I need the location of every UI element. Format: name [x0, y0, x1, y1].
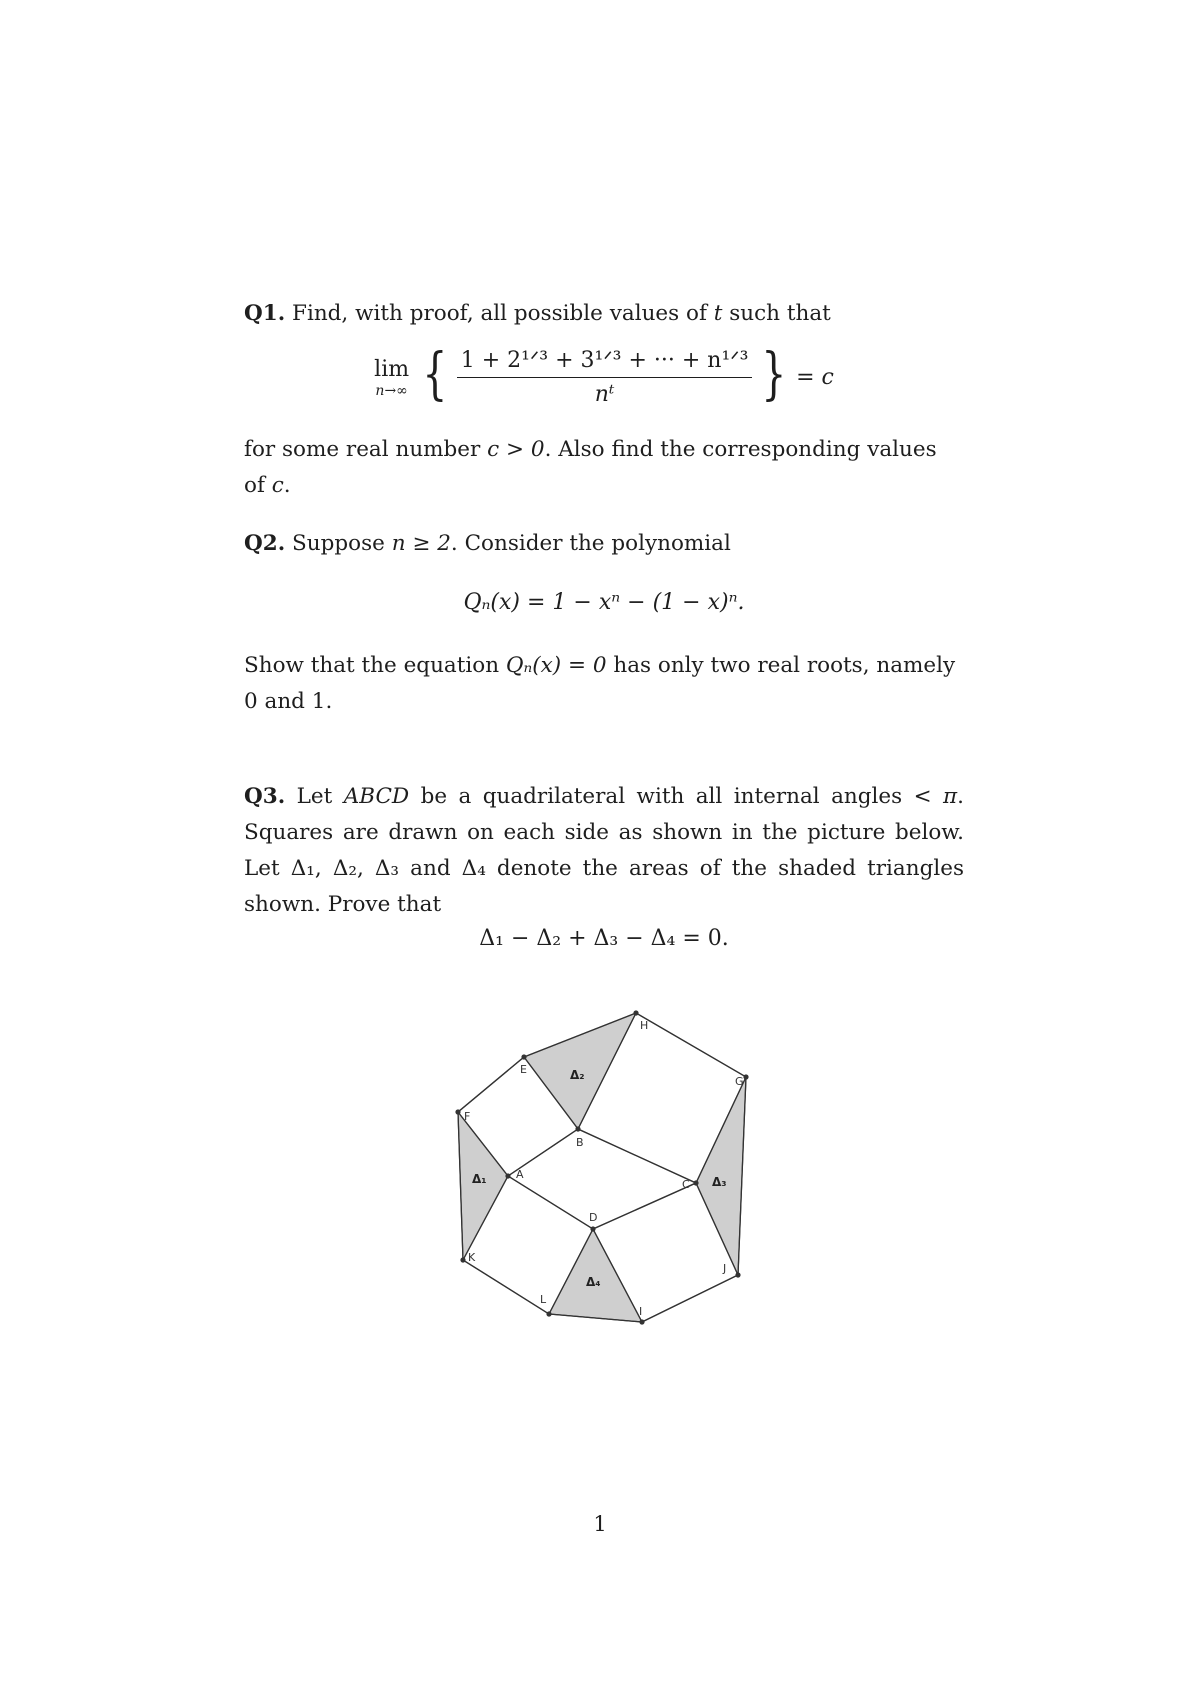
- q3-text-a: Let: [296, 784, 333, 809]
- triangle-d1: [458, 1112, 508, 1260]
- label-delta-3: Δ₃: [712, 1175, 727, 1189]
- point-f-dot: [455, 1109, 460, 1114]
- q3-display-formula: Δ₁ − Δ₂ + Δ₃ − Δ₄ = 0.: [479, 926, 729, 951]
- point-l-dot: [546, 1311, 551, 1316]
- point-j-dot: [735, 1272, 740, 1277]
- fraction-denominator: nᵗ: [594, 382, 615, 407]
- point-a-dot: [505, 1173, 510, 1178]
- page-number: 1: [593, 1512, 607, 1536]
- q2-intro: [244, 526, 964, 562]
- q2-text-b: . Consider the polynomial: [450, 531, 731, 556]
- q1-intro-b: such that: [729, 301, 831, 326]
- point-d-dot: [590, 1226, 595, 1231]
- point-i-dot: [639, 1319, 644, 1324]
- point-e-dot: [521, 1054, 526, 1059]
- label-delta-4: Δ₄: [586, 1275, 601, 1289]
- q1-intro-a: Find, with proof, all possible values of: [292, 301, 707, 326]
- point-h-dot: [633, 1010, 638, 1015]
- label-d: D: [589, 1211, 598, 1224]
- q3-ineq: < π: [913, 784, 958, 809]
- point-c-dot: [693, 1180, 698, 1185]
- fraction-numerator: 1 + 2¹ᐟ³ + 3¹ᐟ³ + ··· + n¹ᐟ³: [457, 348, 753, 378]
- q2-eq: Qₙ(x) = 0: [505, 653, 607, 678]
- q2-text-c: Show that the equation: [244, 653, 500, 678]
- q3-text-c: . Squares are drawn on each side as shown in the picture below. Let Δ₁, Δ₂, Δ₃ and Δ₄ denote the areas of the shaded triangles shown. Prove that: [244, 784, 964, 917]
- q1-outro: [244, 432, 964, 504]
- quad-abcd: [508, 1129, 696, 1229]
- q3-body: [244, 779, 964, 923]
- q2-display-formula: Qₙ(x) = 1 − xⁿ − (1 − x)ⁿ.: [463, 590, 745, 615]
- q3-label: Q3.: [244, 784, 286, 809]
- point-g-dot: [743, 1074, 748, 1079]
- q2-body: [244, 648, 964, 720]
- q1-outro-b: . Also find the corresponding values of: [244, 437, 937, 498]
- q1-outro-a: for some real number: [244, 437, 481, 462]
- label-delta-2: Δ₂: [570, 1068, 585, 1082]
- limit-rhs: = c: [796, 365, 834, 390]
- limit-fraction: [457, 348, 753, 407]
- q1-outro-end: .: [283, 473, 291, 498]
- point-b-dot: [575, 1126, 580, 1131]
- label-e: E: [520, 1063, 527, 1076]
- q1-var-t: t: [713, 301, 723, 326]
- q1-var-c: c: [271, 473, 284, 498]
- q1-label: Q1.: [244, 301, 286, 326]
- q3-abcd: ABCD: [343, 784, 410, 809]
- q1-cond: c > 0: [487, 437, 545, 462]
- label-b: B: [576, 1136, 584, 1149]
- label-j: J: [723, 1262, 727, 1275]
- label-h: H: [640, 1019, 649, 1032]
- lim-operator: [374, 357, 409, 398]
- label-a: A: [516, 1168, 524, 1181]
- q3-text-b: be a quadrilateral with all internal angles: [420, 784, 903, 809]
- figure-svg: [440, 996, 780, 1336]
- left-brace: {: [422, 341, 448, 407]
- q1-limit-formula: [244, 341, 964, 407]
- q2-text-a: Suppose: [292, 531, 385, 556]
- label-delta-1: Δ₁: [472, 1172, 487, 1186]
- right-brace: }: [761, 341, 787, 407]
- lim-subscript: n→∞: [375, 383, 408, 399]
- label-k: K: [468, 1251, 476, 1264]
- label-c: C: [682, 1178, 690, 1191]
- label-g: G: [735, 1075, 744, 1088]
- label-f: F: [464, 1110, 471, 1123]
- q2-cond: n ≥ 2: [391, 531, 451, 556]
- q1-intro: [244, 296, 964, 332]
- quadrilateral-figure: [440, 996, 780, 1336]
- label-l: L: [540, 1293, 547, 1306]
- q2-text-d: has only two real roots, namely 0 and 1.: [244, 653, 956, 714]
- label-i: I: [639, 1305, 643, 1318]
- q2-label: Q2.: [244, 531, 286, 556]
- point-k-dot: [460, 1257, 465, 1262]
- lim-word: lim: [374, 357, 410, 382]
